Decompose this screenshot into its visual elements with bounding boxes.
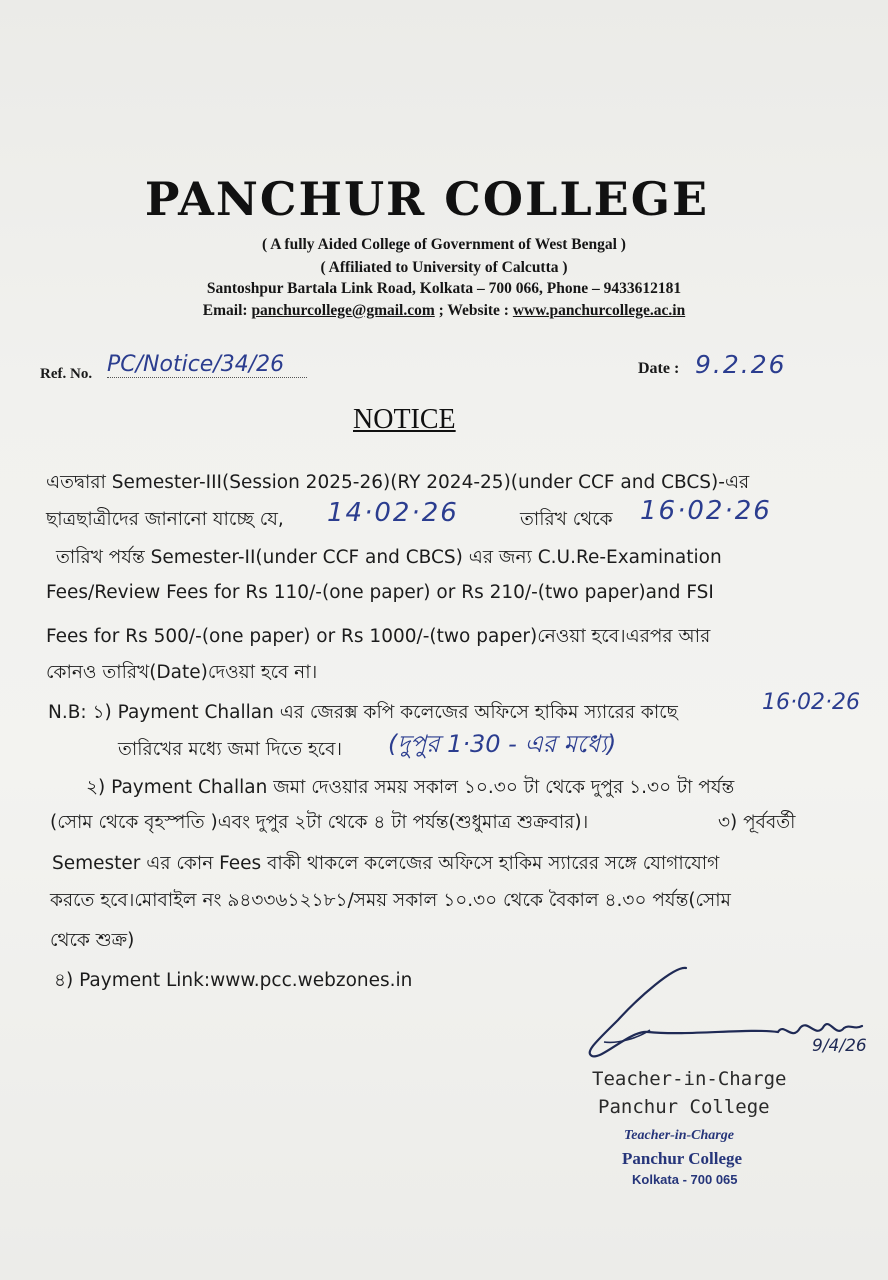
body-line-2a: ছাত্রছাত্রীদের জানানো যাচ্ছে যে, xyxy=(46,509,284,530)
body-line-2b: তারিখ থেকে xyxy=(520,509,613,530)
ref-value: PC/Notice/34/26 xyxy=(107,352,307,378)
header-contact xyxy=(0,302,888,320)
body-line-5: Fees for Rs 500/-(one paper) or Rs 1000/-(two paper)নেওয়া হবে।এরপর আর xyxy=(46,626,711,647)
stamp-line-2: Panchur College xyxy=(622,1149,743,1168)
body-line-1: এতদ্বারা Semester-III(Session 2025-26)(RY 2024-25)(under CCF and CBCS)-এর xyxy=(46,472,750,493)
nb3-text: Semester এর কোন Fees বাকী থাকলে কলেজের অফিসে হাকিম স্যারের সঙ্গে যোগাযোগ xyxy=(52,853,720,874)
nb3-label: ৩) পূর্ববর্তী xyxy=(718,812,796,833)
body-line-3: তারিখ পর্যন্ত Semester-II(under CCF and CBCS) এর জন্য C.U.Re-Examination xyxy=(56,547,722,568)
signature-date: 9/4/26 xyxy=(812,1036,867,1056)
body-line-6: কোনও তারিখ(Date)দেওয়া হবে না। xyxy=(46,662,318,683)
email-link[interactable]: panchurcollege@gmail.com xyxy=(251,302,435,319)
nb2-text-2: (সোম থেকে বৃহস্পতি )এবং দুপুর ২টা থেকে ৪ টা পর্যন্ত(শুধুমাত্র শুক্রবার)। xyxy=(50,812,589,833)
stamp-line-1: Teacher-in-Charge xyxy=(624,1128,734,1143)
notice-title: NOTICE xyxy=(353,404,456,435)
website-link[interactable]: www.panchurcollege.ac.in xyxy=(512,302,686,319)
nb3-text-2: করতে হবে।মোবাইল নং ৯৪৩৩৬১২১৮১/সময় সকাল ১০.৩০ থেকে বৈকাল ৪.৩০ পর্যন্ত(সোম xyxy=(50,890,731,911)
signatory-college: Panchur College xyxy=(598,1096,770,1118)
date-value: 9.2.26 xyxy=(695,350,787,379)
end-date-handwritten: 16·02·26 xyxy=(640,496,772,526)
nb3-text-3: থেকে শুক্র) xyxy=(50,930,135,951)
header-line-2: ( Affiliated to University of Calcutta ) xyxy=(320,259,568,276)
nb4-payment-link: ৪) Payment Link:www.pcc.webzones.in xyxy=(54,970,413,991)
stamp-line-3: Kolkata - 700 065 xyxy=(632,1172,738,1187)
header-address: Santoshpur Bartala Link Road, Kolkata – 700 066, Phone – 9433612181 xyxy=(206,280,682,297)
email-label: Email: xyxy=(202,302,252,319)
body-line-4: Fees/Review Fees for Rs 110/-(one paper) or Rs 210/-(two paper)and FSI xyxy=(46,582,714,603)
nb1-text-2: তারিখের মধ্যে জমা দিতে হবে। xyxy=(118,739,343,760)
signatory-title: Teacher-in-Charge xyxy=(592,1068,787,1090)
date-label: Date : xyxy=(638,360,680,377)
nb2-text: ২) Payment Challan জমা দেওয়ার সময় সকাল ১০.৩০ টা থেকে দুপুর ১.৩০ টা পর্যন্ত xyxy=(86,777,735,798)
header-line-1: ( A fully Aided College of Government of West Bengal ) xyxy=(262,236,626,253)
college-name: PANCHUR COLLEGE xyxy=(144,172,710,226)
ref-label: Ref. No. xyxy=(40,366,93,382)
nb1-text: N.B: ১) Payment Challan এর জেরক্স কপি কলেজের অফিসে হাকিম স্যারের কাছে xyxy=(48,702,678,723)
nb1-time-handwritten: (দুপুর 1·30 - এর মধ্যে) xyxy=(388,730,617,758)
website-label: ; Website : xyxy=(434,302,513,319)
nb1-date-handwritten: 16·02·26 xyxy=(762,690,860,715)
start-date-handwritten: 14·02·26 xyxy=(327,498,459,528)
